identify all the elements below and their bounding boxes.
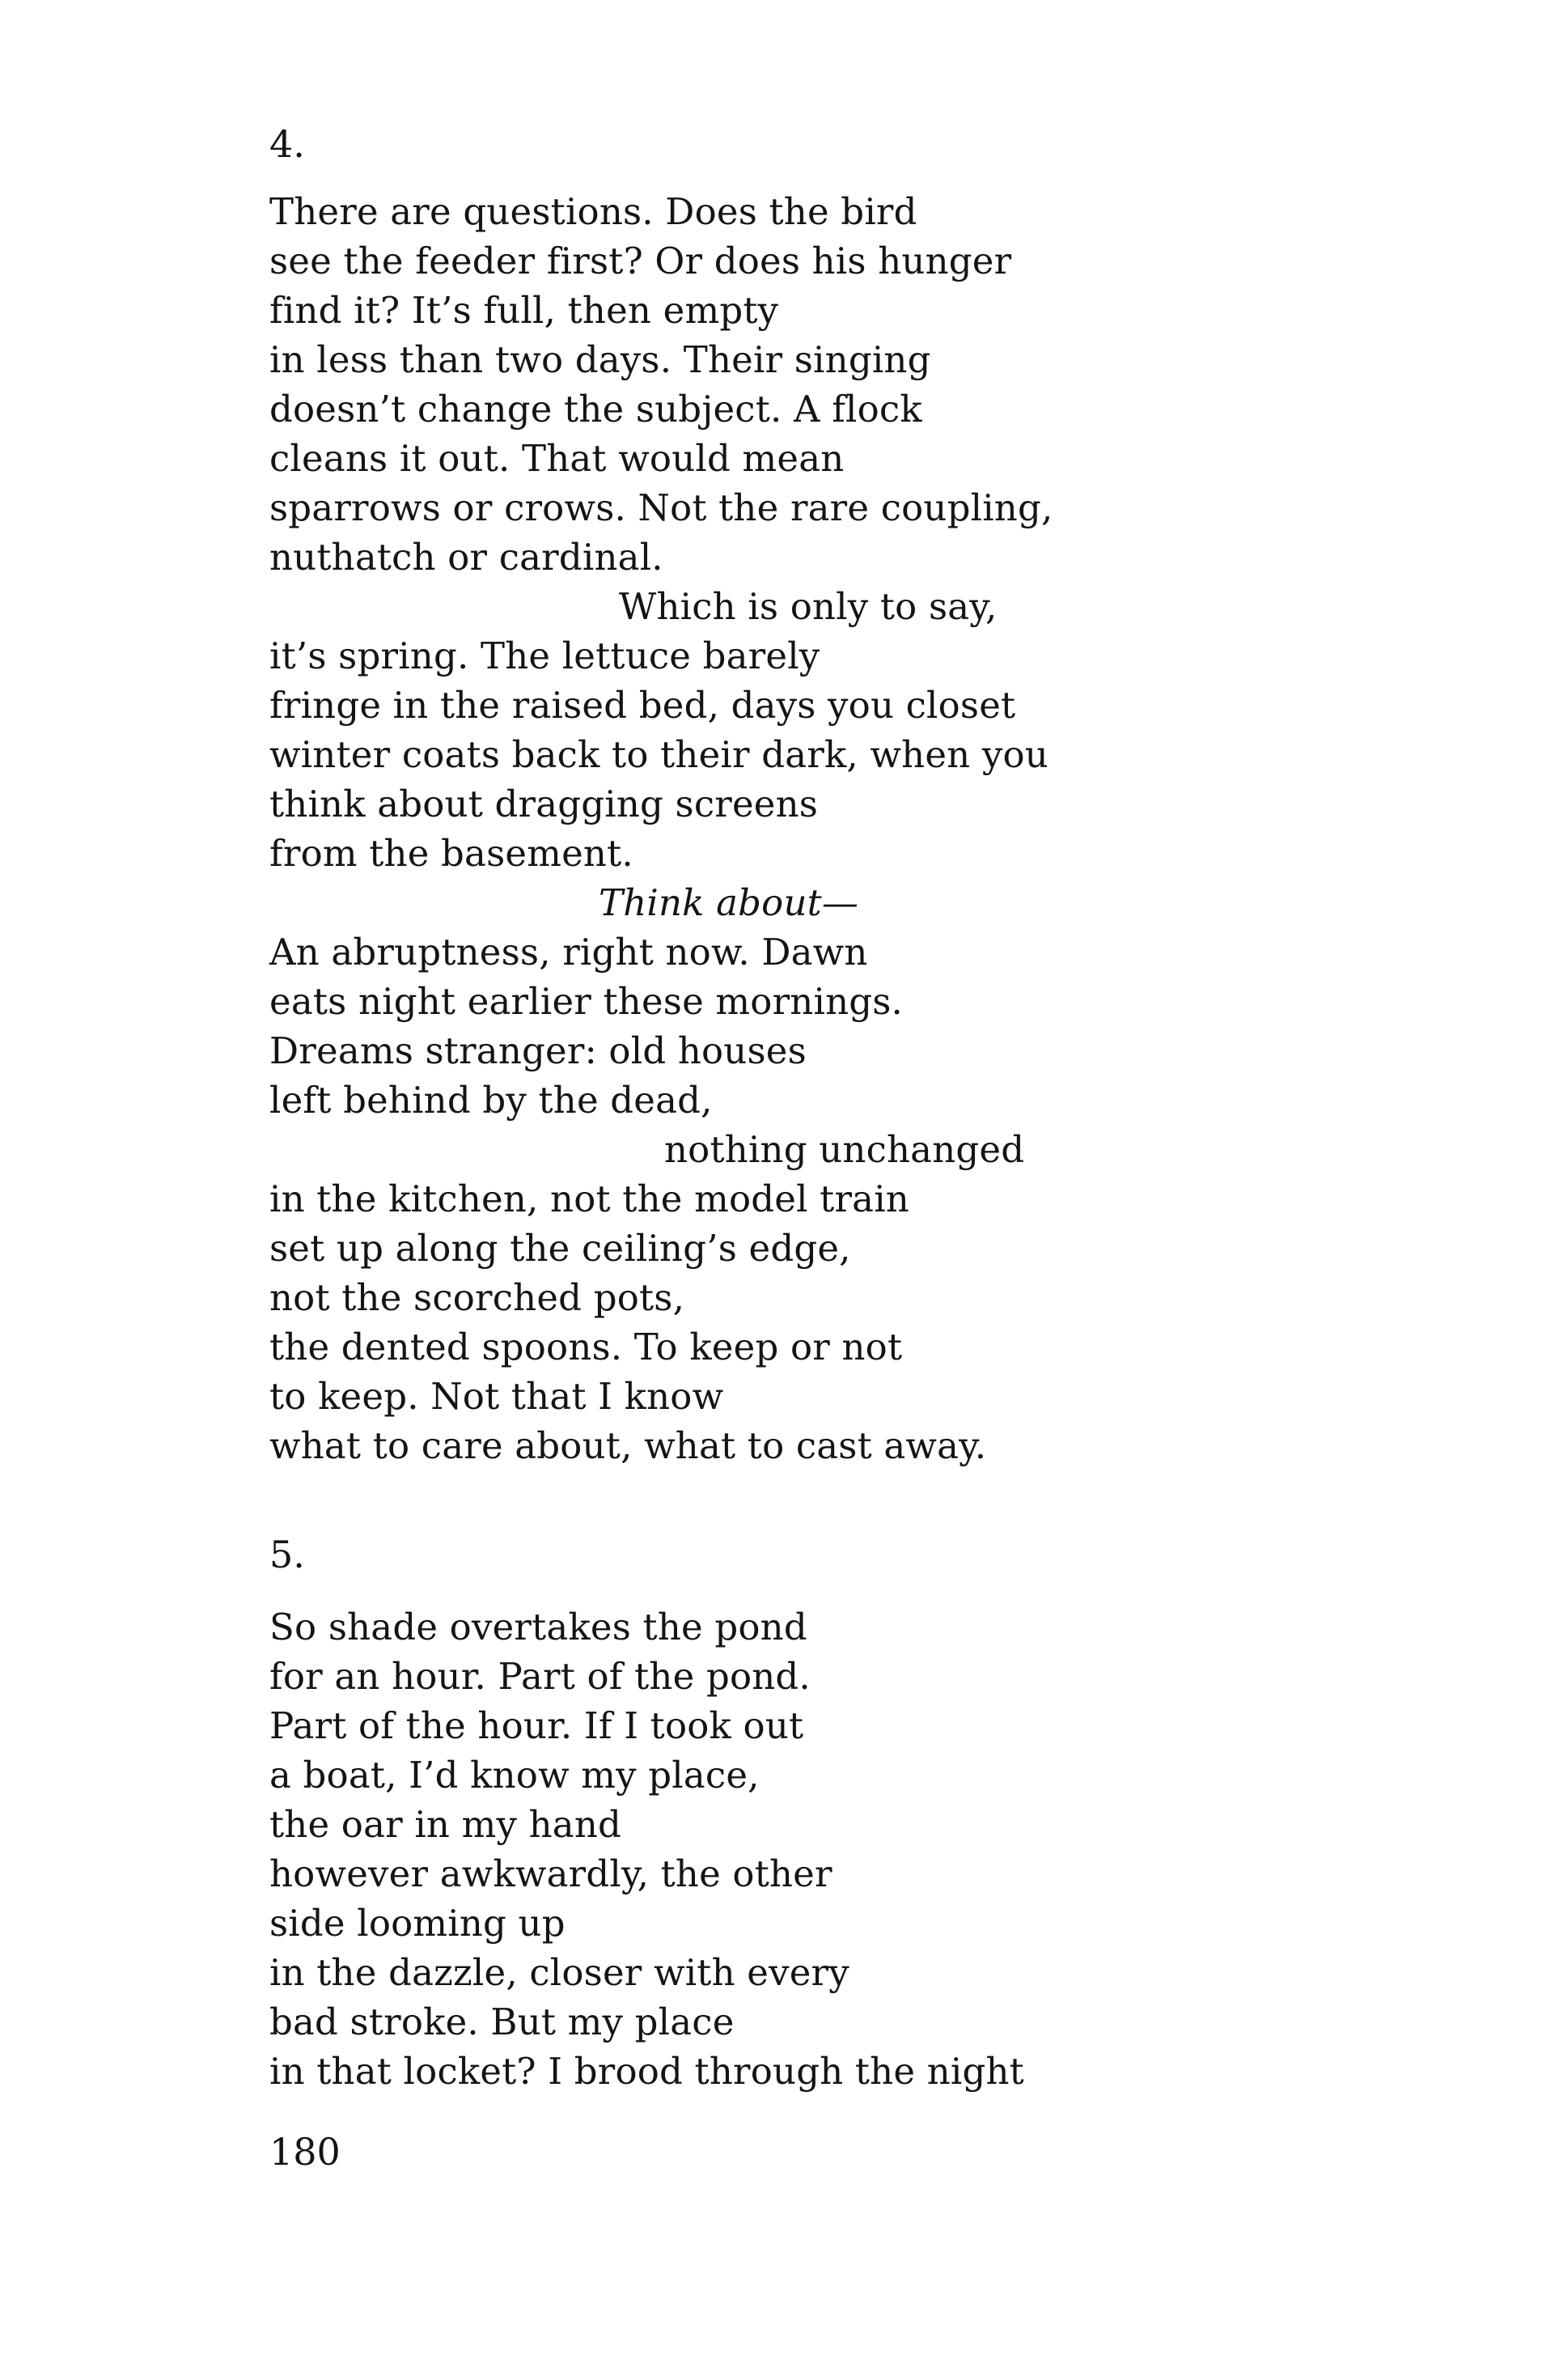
- poem-line: find it? It’s full, then empty: [269, 289, 779, 332]
- poem-line: left behind by the dead,: [269, 1079, 713, 1122]
- section-number-5: 5.: [269, 1533, 305, 1576]
- poem-line: bad stroke. But my place: [269, 2000, 735, 2043]
- poem-line: sparrows or crows. Not the rare coupling,: [269, 486, 1053, 529]
- poem-line: not the scorched pots,: [269, 1276, 685, 1319]
- section-number-4: 4.: [269, 122, 305, 166]
- poem-line: There are questions. Does the bird: [269, 190, 917, 233]
- poem-line: the dented spoons. To keep or not: [269, 1326, 903, 1368]
- poem-line: in less than two days. Their singing: [269, 338, 931, 381]
- poem-line: in the dazzle, closer with every: [269, 1951, 849, 1994]
- poem-line: what to care about, what to cast away.: [269, 1424, 987, 1467]
- poem-line: in that locket? I brood through the night: [269, 2050, 1024, 2093]
- poem-line: the oar in my hand: [269, 1803, 622, 1846]
- page-number: 180: [269, 2130, 341, 2174]
- poem-line: So shade overtakes the pond: [269, 1606, 807, 1648]
- poem-line: it’s spring. The lettuce barely: [269, 634, 820, 677]
- poem-line-dropped: nothing unchanged: [664, 1128, 1025, 1171]
- section-4-stanza: [269, 187, 1542, 1470]
- poem-line: cleans it out. That would mean: [269, 437, 845, 480]
- poem-line: An abruptness, right now. Dawn: [269, 931, 868, 974]
- poem-line-dropped: Which is only to say,: [619, 585, 998, 628]
- poem-line: see the feeder first? Or does his hunger: [269, 240, 1012, 282]
- poem-line: however awkwardly, the other: [269, 1852, 832, 1895]
- poem-line: from the basement.: [269, 832, 633, 875]
- poem-line: doesn’t change the subject. A flock: [269, 388, 922, 431]
- poem-line: fringe in the raised bed, days you closet: [269, 684, 1016, 727]
- poem-line: side looming up: [269, 1902, 566, 1945]
- section-5-stanza: [269, 1602, 1542, 2096]
- poem-line: for an hour. Part of the pond.: [269, 1655, 811, 1698]
- poem-line: in the kitchen, not the model train: [269, 1177, 909, 1220]
- poem-line: a boat, I’d know my place,: [269, 1754, 760, 1797]
- poem-line: eats night earlier these mornings.: [269, 980, 904, 1023]
- poem-line: think about dragging screens: [269, 783, 819, 825]
- poem-line: Dreams stranger: old houses: [269, 1029, 807, 1072]
- poem-line-dropped-italic: Think about—: [599, 881, 859, 924]
- poem-line: nuthatch or cardinal.: [269, 536, 663, 579]
- poem-line: winter coats back to their dark, when you: [269, 733, 1048, 776]
- poem-line: to keep. Not that I know: [269, 1375, 724, 1418]
- poem-line: Part of the hour. If I took out: [269, 1704, 804, 1747]
- poem-line: set up along the ceiling’s edge,: [269, 1227, 851, 1270]
